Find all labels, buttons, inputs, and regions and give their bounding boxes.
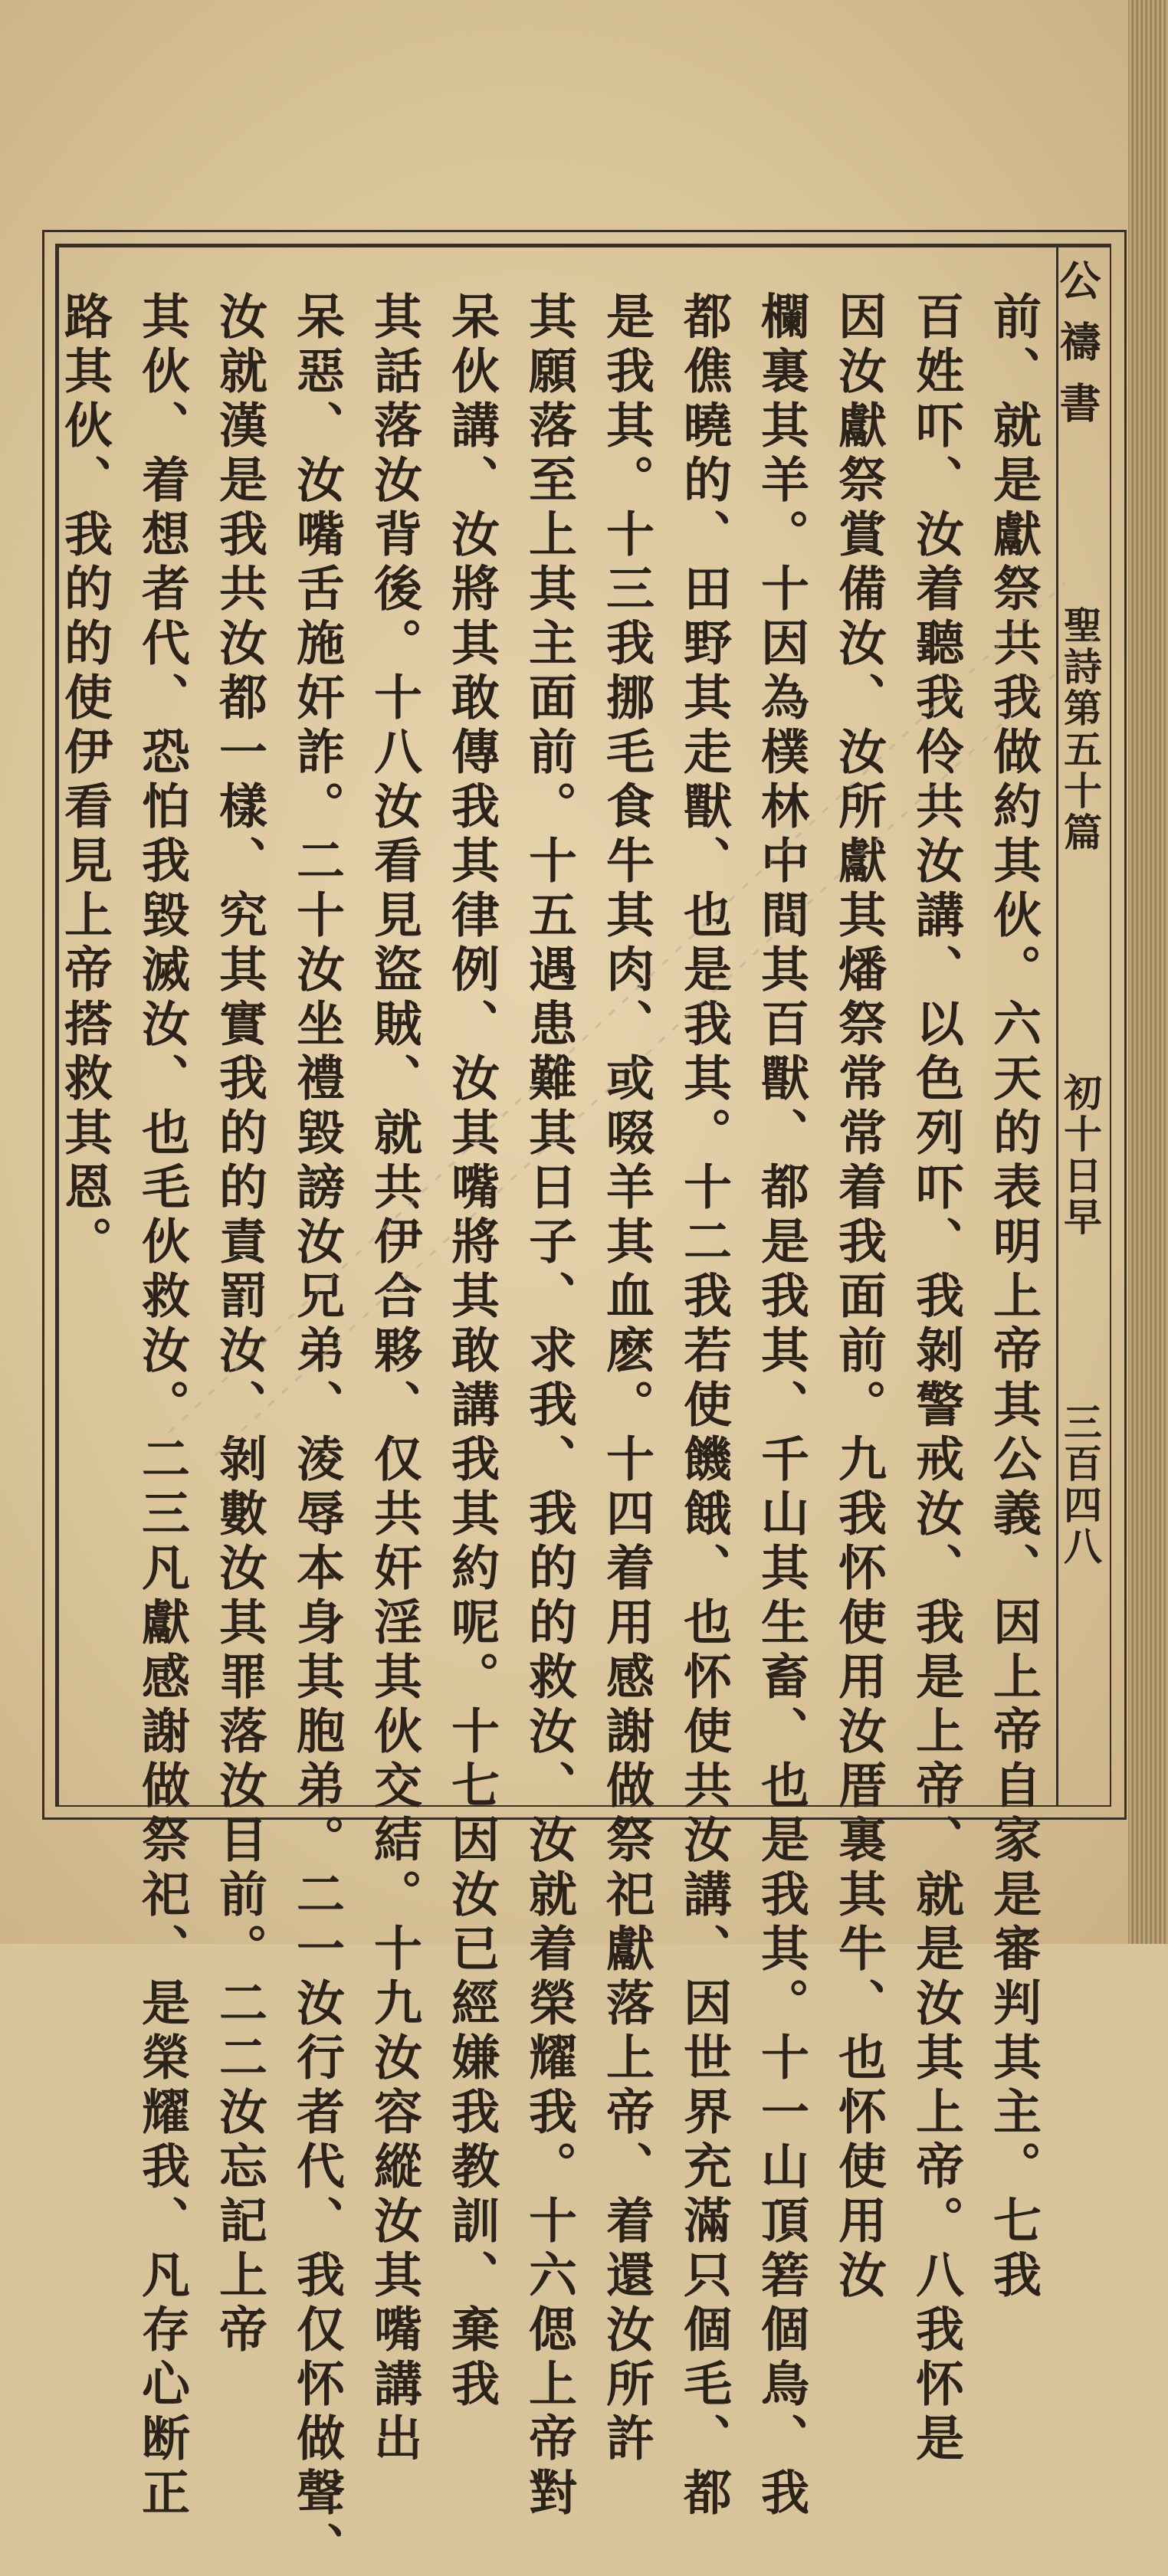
text-column: 其願落至上其主面前。十五遇患難其日子、求我、我的的救汝、汝就着榮耀我。十六偲上帝對 (521, 291, 578, 2522)
chapter-title: 聖詩第五十篇 (1058, 605, 1103, 854)
text-column: 前、就是獻祭共我做約其伙。六天的表明上帝其公義、因上帝自家是審判其主。七我 (986, 291, 1042, 2304)
text-column: 都僬曉的、田野其走獸、也是我其。十二我若使饑餓、也怀使共汝講、因世界充滿只個毛、都 (676, 291, 733, 2522)
text-column: 呆伙講、汝將其敢傳我其律例、汝其嘴將其敢講我其約呢。十七因汝已經嫌我教訓、棄我 (444, 291, 500, 2413)
text-column: 路其伙、我的的使伊看見上帝搭救其恩。 (57, 291, 113, 1270)
scripture-text (57, 291, 1052, 2576)
running-header (1053, 253, 1107, 1801)
text-column: 其伙、着想者代、恐怕我毀滅汝、也毛伙救汝。二三凡獻感謝做祭祀、是榮耀我、凡存心断正 (134, 291, 191, 2522)
page-edge (1128, 0, 1168, 1944)
text-column: 其話落汝背後。十八汝看見盜賊、就共伊合夥、仅共奸淫其伙交結。十九汝容縱汝其嘴講出 (366, 291, 423, 2467)
header-rule (1056, 244, 1058, 1807)
text-column: 是我其。十三我挪毛食牛其肉、或啜羊其血麽。十四着用感謝做祭祀獻落上帝、着還汝所許 (599, 291, 655, 2467)
text-column: 呆惡、汝嘴舌施奸詐。二十汝坐禮毀謗汝兄弟、淩辱本身其胞弟。二一汝行者代、我仅怀做聲、 (289, 291, 346, 2576)
text-column: 欄裏其羊。十因為樸林中間其百獸、都是我其、千山其生畜、也是我其。十一山頂箬個鳥、我 (753, 291, 810, 2522)
text-column: 百姓吓、汝着聽我伶共汝講、以色列吓、我剝警戒汝、我是上帝、就是汝其上帝。八我怀是 (908, 291, 965, 2467)
page-number: 三百四八 (1058, 1402, 1103, 1568)
text-column: 因汝獻祭賞備汝、汝所獻其燔祭常常着我面前。九我怀使用汝厝裏其牛、也怀使用汝 (831, 291, 887, 2304)
book-title: 公禱書 (1053, 259, 1102, 443)
text-column: 汝就漢是我共汝都一樣、究其實我的的責罰汝、剝數汝其罪落汝目前。二二汝忘記上帝 (212, 291, 268, 2358)
reading-date: 初十日早 (1058, 1073, 1103, 1238)
